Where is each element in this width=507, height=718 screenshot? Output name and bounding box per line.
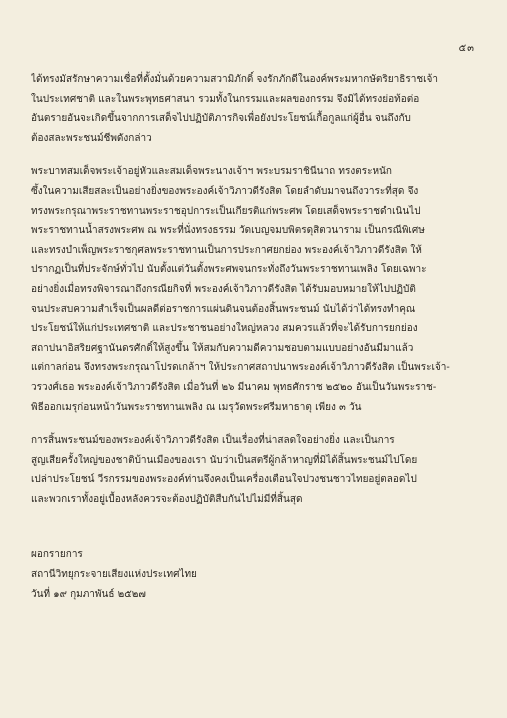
text-line: ซึ้งในความเสียสละเป็นอย่างยิ่งของพระองค์เจ้าวิภาวดีรังสิต โดยลำดับมาจนถึงวาระที่สุด จึง <box>31 185 419 197</box>
text-line: และทรงบำเพ็ญพระราชกุศลพระราชทานเป็นการประกาศยกย่อง พระองค์เจ้าวิภาวดีรังสิต ให้ <box>31 244 422 256</box>
text-line: พิธีออกเมรุก่อนหน้าวันพระราชทานเพลิง ณ เมรุวัดพระศรีมหาธาตุ เพียง ๓ วัน <box>31 401 362 413</box>
paragraph-1 <box>31 70 483 148</box>
text-line: อันตรายอันจะเกิดขึ้นจากการเสด็จไปปฏิบัติภารกิจเพื่อยังประโยชน์เกื้อกูลแก่ผู้อื่น จนถึงกับ <box>31 113 411 125</box>
paragraph-spacer <box>31 417 483 431</box>
text-line: จนประสบความสำเร็จเป็นผลดีต่อราชการแผ่นดินจนต้องสิ้นพระชนม์ นับได้ว่าได้ทรงทำคุณ <box>31 303 416 315</box>
text-line: ประโยชน์ให้แก่ประเทศชาติ และประชาชนอย่างใหญ่หลวง สมควรแล้วที่จะได้รับการยกย่อง <box>31 323 418 335</box>
text-line: สูญเสียครั้งใหญ่ของชาติบ้านเมืองของเรา นับว่าเป็นสตรีผู้กล้าหาญที่มิได้สิ้นพระชนม์ไปโดย <box>31 454 418 466</box>
paragraph-spacer <box>31 148 483 162</box>
text-line: และพวกเราทั้งอยู่เบื้องหลังควรจะต้องปฏิบัติสืบกันไปไม่มีที่สิ้นสุด <box>31 493 303 505</box>
text-line: สถาปนาอิสริยศฐานันดรศักดิ์ให้สูงขึ้น ให้สมกับความดีความชอบตามแบบอย่างอันมีมาแล้ว <box>31 342 414 354</box>
text-line: เปล่าประโยชน์ วีรกรรมของพระองค์ท่านจึงคงเป็นเครื่องเตือนใจปวงชนชาวไทยอยู่ตลอดไป <box>31 474 417 486</box>
organization-name: สถานีวิทยุกระจายเสียงแห่งประเทศไทย <box>31 569 197 580</box>
text-line: ได้ทรงมัสรักษาความเชื่อที่ตั้งมั่นด้วยความสวามิภักดิ์ จงรักภักดีในองค์พระมหากษัตริยาธิราชเจ้า <box>31 74 439 85</box>
text-line: พระบาทสมเด็จพระเจ้าอยู่หัวและสมเด็จพระนางเจ้าฯ พระบรมราชินีนาถ ทรงตระหนัก <box>31 166 392 178</box>
paragraph-3 <box>31 431 483 509</box>
signature-block <box>31 545 331 605</box>
text-line: ทรงพระกรุณาพระราชทานพระราชอุปการะเป็นเกียรติแก่พระศพ โดยเสด็จพระราชดำเนินไป <box>31 205 421 217</box>
text-line: ปรากฏเป็นที่ประจักษ์ทั่วไป นับตั้งแต่วันตั้งพระศพจนกระทั่งถึงวันพระราชทานเพลิง โดยเฉพาะ <box>31 264 427 276</box>
body-text <box>31 70 483 509</box>
signature-date: วันที่ ๑๙ กุมภาพันธ์ ๒๕๒๗ <box>31 589 146 600</box>
paragraph-2 <box>31 162 483 417</box>
signer-title: ผอกรายการ <box>31 549 83 560</box>
page-number: ๕๓ <box>458 43 475 54</box>
text-line: วรวงศ์เธอ พระองค์เจ้าวิภาวดีรังสิต เมื่อวันที่ ๒๖ มีนาคม พุทธศักราช ๒๕๒๐ อันเป็นวันพระราช- <box>31 381 437 393</box>
text-line: ในประเทศชาติ และในพระพุทธศาสนา รวมทั้งในกรรมและผลของกรรม จึงมิได้ทรงย่อท้อต่อ <box>31 93 420 105</box>
text-line: อย่างยิ่งเมื่อทรงพิจารณาถึงกรณียกิจที่ พระองค์เจ้าวิภาวดีรังสิต ได้รับมอบหมายให้ไปปฏิบัติ <box>31 283 416 295</box>
text-line: ต้องสละพระชนม์ชีพดังกล่าว <box>31 132 152 144</box>
text-line: พระราชทานน้ำสรงพระศพ ณ พระที่นั่งทรงธรรม วัดเบญจมบพิตรดุสิตวนาราม เป็นกรณีพิเศษ <box>31 225 425 237</box>
text-line: การสิ้นพระชนม์ของพระองค์เจ้าวิภาวดีรังสิต เป็นเรื่องที่น่าสลดใจอย่างยิ่ง และเป็นการ <box>31 435 395 447</box>
text-line: แต่กาลก่อน จึงทรงพระกรุณาโปรดเกล้าฯ ให้ประกาศสถาปนาพระองค์เจ้าวิภาวดีรังสิต เป็นพระเจ้า- <box>31 362 450 374</box>
